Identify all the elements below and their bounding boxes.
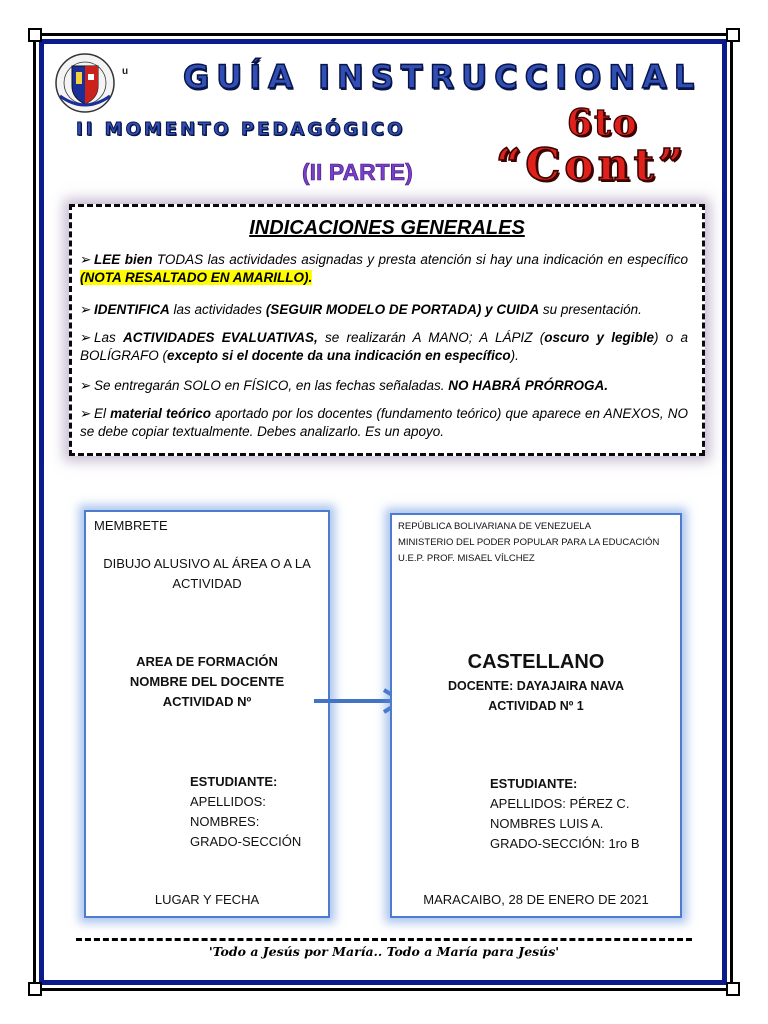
teacher-name: DOCENTE: DAYAJAIRA NAVA <box>448 679 624 693</box>
instruction-item-2: ➢ IDENTIFICA las actividades (SEGUIR MODELO DE PORTADA) y CUIDA su presentación. <box>80 302 642 317</box>
names-label: NOMBRES: <box>190 814 260 829</box>
frame-corner-bottom-left <box>28 982 42 996</box>
instruction-item-1: ➢ LEE bien TODAS las actividades asignadas y presta atención si hay una indicación en específico (NOTA RESALTADO EN AMARILLO). <box>80 252 688 285</box>
student-label: ESTUDIANTE: <box>490 776 578 791</box>
area-label: AREA DE FORMACIÓN <box>136 654 278 669</box>
instruction-item-5: ➢ El material teórico aportado por los docentes (fundamento teórico) que aparece en ANEXOS, NO se debe copiar textualmente. Debes analizarlo. Es un apoyo. <box>80 406 688 439</box>
arrow-bullet-icon: ➢ <box>80 252 92 267</box>
footer-divider <box>76 938 692 941</box>
ministry-line: MINISTERIO DEL PODER POPULAR PARA LA EDUCACIÓN <box>398 537 660 548</box>
membrete-label: MEMBRETE <box>94 518 168 533</box>
instructions-title: INDICACIONES GENERALES <box>249 217 525 239</box>
drawing-label-line2: ACTIVIDAD <box>172 576 242 591</box>
arrow-bullet-icon: ➢ <box>80 378 92 393</box>
cover-example-panel <box>390 513 682 918</box>
school-line: U.E.P. PROF. MISAEL VÍLCHEZ <box>398 553 535 564</box>
student-surnames: APELLIDOS: PÉREZ C. <box>490 796 630 811</box>
student-grade-section: GRADO-SECCIÓN: 1ro B <box>490 836 640 851</box>
frame-corner-top-left <box>28 28 42 42</box>
school-shield-logo <box>54 52 116 114</box>
frame-corner-bottom-right <box>726 982 740 996</box>
student-label: ESTUDIANTE: <box>190 774 278 789</box>
place-date-label: LUGAR Y FECHA <box>154 892 260 907</box>
student-names: NOMBRES LUIS A. <box>490 816 604 831</box>
page-title: GUÍA INSTRUCCIONAL <box>183 58 702 96</box>
section-label: “Cont” <box>496 140 688 191</box>
parte-heading: (II PARTE) <box>302 159 413 185</box>
activity-label: ACTIVIDAD Nº <box>162 694 252 709</box>
subject-title: CASTELLANO <box>467 651 605 673</box>
drawing-label-line1: DIBUJO ALUSIVO AL ÁREA O A LA <box>103 556 311 571</box>
grade-section-label: GRADO-SECCIÓN <box>190 834 302 849</box>
republic-line: REPÚBLICA BOLIVARIANA DE VENEZUELA <box>398 521 592 532</box>
instruction-item-3: ➢ Las ACTIVIDADES EVALUATIVAS, se realizarán A MANO; A LÁPIZ (oscuro y legible) o a BOLÍGRAFO (excepto si el docente da una indicación en específico). <box>80 330 689 363</box>
grade-label: 6to <box>567 102 639 144</box>
general-instructions-box <box>69 204 705 456</box>
teacher-name-label: NOMBRE DEL DOCENTE <box>129 674 285 689</box>
cover-template-panel <box>84 510 330 918</box>
place-date: MARACAIBO, 28 DE ENERO DE 2021 <box>423 892 649 907</box>
arrow-bullet-icon: ➢ <box>80 330 92 345</box>
arrow-bullet-icon: ➢ <box>80 302 92 317</box>
frame-corner-top-right <box>726 28 740 42</box>
highlighted-note: (NOTA RESALTADO EN AMARILLO). <box>80 270 313 285</box>
arrow-bullet-icon: ➢ <box>80 406 92 421</box>
surnames-label: APELLIDOS: <box>190 794 266 809</box>
instruction-item-4: ➢ Se entregarán SOLO en FÍSICO, en las fechas señaladas. NO HABRÁ PRÓRROGA. <box>80 378 608 393</box>
momento-heading: II MOMENTO PEDAGÓGICO <box>76 119 406 140</box>
activity-number: ACTIVIDAD Nº 1 <box>488 699 584 713</box>
footer-motto: 'Todo a Jesús por María.. Todo a María para Jesús' <box>208 944 560 959</box>
logo-mark: u <box>122 66 129 77</box>
